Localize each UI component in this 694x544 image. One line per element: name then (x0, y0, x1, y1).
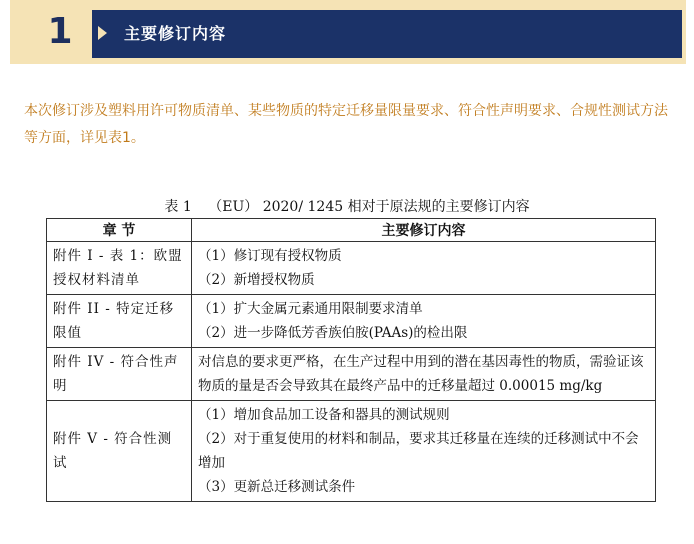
table-header-row (47, 219, 656, 242)
table-row (47, 242, 656, 295)
arrow-icon (98, 26, 107, 40)
chapter-cell: 附件 IV - 符合性声明 (47, 348, 192, 401)
header-content: 主要修订内容 (192, 219, 656, 242)
revision-table (46, 218, 656, 502)
section-title-bar (92, 10, 682, 58)
section-title: 主要修订内容 (124, 24, 227, 43)
intro-paragraph: 本次修订涉及塑料用许可物质清单、某些物质的特定迁移量限量要求、符合性声明要求、合规性测试方法等方面，详见表1。 (24, 103, 668, 146)
table-row (47, 348, 656, 401)
content-line: （2）对于重复使用的材料和制品，要求其迁移量在连续的迁移测试中不会增加 (198, 431, 639, 471)
chapter-cell: 附件 II - 特定迁移限值 (47, 295, 192, 348)
table-caption (0, 196, 694, 216)
content-cell (192, 242, 656, 295)
content-line: （2）新增授权物质 (198, 272, 315, 288)
content-line: （3）更新总迁移测试条件 (198, 479, 356, 495)
content-line: （1）增加食品加工设备和器具的测试规则 (198, 407, 450, 423)
content-cell (192, 348, 656, 401)
content-cell (192, 401, 656, 502)
table-caption-text: （EU） 2020/ 1245 相对于原法规的主要修订内容 (208, 199, 530, 215)
table-row (47, 295, 656, 348)
chapter-cell: 附件 V - 符合性测试 (47, 401, 192, 502)
chapter-cell: 附件 I - 表 1：欧盟授权材料清单 (47, 242, 192, 295)
header-chapter: 章 节 (47, 219, 192, 242)
table-caption-label: 表 1 (164, 199, 192, 215)
content-line: （1）扩大金属元素通用限制要求清单 (198, 301, 423, 317)
section-banner (10, 0, 686, 64)
content-line: （1）修订现有授权物质 (198, 248, 342, 264)
content-line: （2）进一步降低芳香族伯胺(PAAs)的检出限 (198, 325, 468, 341)
content-line: 对信息的要求更严格，在生产过程中用到的潜在基因毒性的物质，需验证该物质的量是否会导致其在最终产品中的迁移量超过 0.00015 mg/kg (198, 354, 644, 394)
content-cell (192, 295, 656, 348)
table-row (47, 401, 656, 502)
section-number: 1 (47, 11, 73, 52)
